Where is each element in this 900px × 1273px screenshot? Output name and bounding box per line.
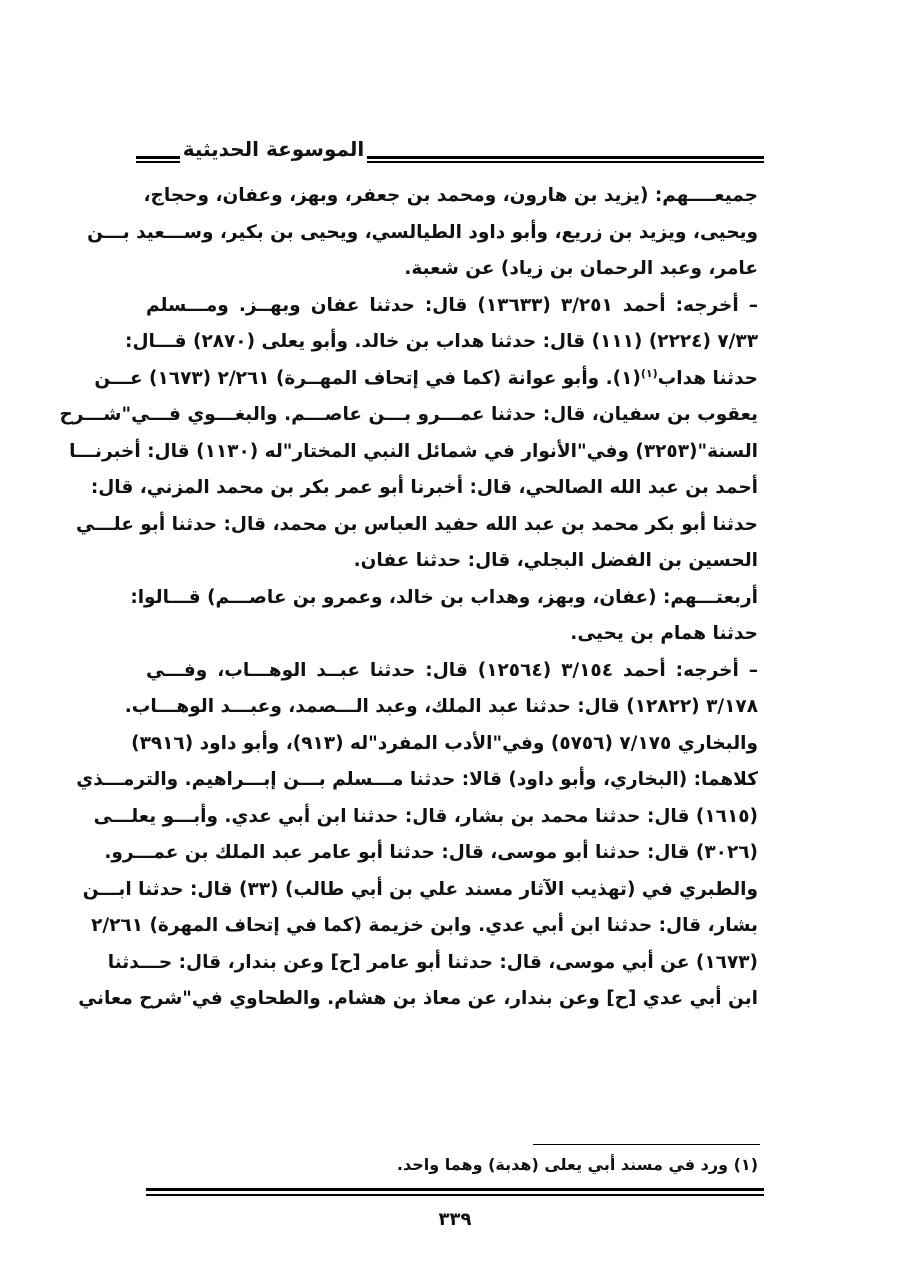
body-line-with-footnote (94, 361, 758, 398)
body-line: حدثنا أبو بكر محمد بن عبد الله حفيد العباس بن محمد، قال: حدثنا أبو علـــي (75, 513, 758, 535)
body-line: ٧/٣٣ (٢٢٢٤) (١١١) قال: حدثنا هداب بن خالد. وأبو يعلى (٢٨٧٠) قـــال: (125, 331, 758, 352)
body-line: – أخرجه: أحمد ٣/٢٥١ (١٣٦٣٣) قال: حدثنا عفان وبهــز. ومـــسلم (146, 294, 758, 316)
body-line: أربعتـــهم: (عفان، وبهز، وهداب بن خالد، وعمرو بن عاصـــم) قـــالوا: (130, 586, 758, 608)
body-line: ويحيى، ويزيد بن زريع، وأبو داود الطيالسي، ويحيى بن بكير، وســـعيد بـــن (87, 221, 758, 243)
footnote: (١) ورد في مسند أبي يعلى (هدبة) وهما واحد. (396, 1155, 758, 1174)
footnote-reference[interactable]: (١) (640, 366, 658, 380)
page-number: ٣٣٩ (438, 1209, 472, 1230)
body-line: ابن أبي عدي [ح] وعن بندار، عن معاذ بن هشام. والطحاوي في"شرح معاني (78, 988, 758, 1009)
header-rule-left-thin (136, 161, 180, 163)
body-line: عامر، وعبد الرحمان بن زياد) عن شعبة. (404, 258, 758, 279)
body-line: (١٦٧٣) عن أبي موسى، قال: حدثنا أبو عامر [ح] وعن بندار، قال: حـــدثنا (107, 951, 758, 973)
body-line: (١٦١٥) قال: حدثنا محمد بن بشار، قال: حدثنا ابن أبي عدي. وأبـــو يعلـــى (93, 805, 758, 827)
body-line: والبخاري ٧/١٧٥ (٥٧٥٦) وفي"الأدب المفرد"له (٩١٣)، وأبو داود (٣٩١٦) (131, 732, 758, 754)
body-line: السنة"(٣٢٥٣) وفي"الأنوار في شمائل النبي المختار"له (١١٣٠) قال: أخبرنـــا (69, 440, 758, 462)
footer-rule-thin (146, 1194, 764, 1196)
body-line: حدثنا همام بن يحيى. (570, 623, 758, 644)
body-line-segment: (١). وأبو عوانة (كما في إتحاف المهــرة) ٢/٢٦١ (١٦٧٣) عـــن (94, 367, 641, 389)
body-text (59, 178, 759, 1018)
running-header-title: الموسوعة الحديثية (182, 137, 365, 161)
header-rule-right (367, 156, 764, 159)
body-line: ٣/١٧٨ (١٢٨٢٢) قال: حدثنا عبد الملك، وعبد الـــصمد، وعبـــد الوهـــاب. (124, 696, 758, 717)
body-line: كلاهما: (البخاري، وأبو داود) قالا: حدثنا مـــسلم بـــن إبـــراهيم. والترمـــذي (76, 769, 758, 790)
body-line: (٣٠٢٦) قال: حدثنا أبو موسى، قال: حدثنا أبو عامر عبد الملك بن عمـــرو. (104, 842, 758, 863)
footer-rule (146, 1188, 764, 1191)
body-line-segment: حدثنا هداب (657, 367, 758, 389)
footnote-separator (533, 1144, 760, 1145)
body-line: والطبري في (تهذيب الآثار مسند علي بن أبي طالب) (٣٣) قال: حدثنا ابـــن (82, 878, 758, 900)
body-line: – أخرجه: أحمد ٣/١٥٤ (١٢٥٦٤) قال: حدثنا عبــد الوهـــاب، وفـــي (146, 659, 759, 681)
body-line: يعقوب بن سفيان، قال: حدثنا عمـــرو بـــن عاصـــم. والبغـــوي فـــي"شـــرح (59, 404, 758, 425)
body-line: الحسين بن الفضل البجلي، قال: حدثنا عفان. (353, 550, 758, 571)
header-rule-right-thin (367, 161, 764, 163)
body-line: جميعــــهم: (يزيد بن هارون، ومحمد بن جعفر، وبهز، وعفان، وحجاج، (143, 185, 758, 206)
body-line: أحمد بن عبد الله الصالحي، قال: أخبرنا أبو عمر بكر بن محمد المزني، قال: (90, 477, 758, 498)
body-line: بشار، قال: حدثنا ابن أبي عدي. وابن خزيمة (كما في إتحاف المهرة) ٢/٢٦١ (91, 915, 758, 936)
header-rule-left (136, 156, 180, 159)
